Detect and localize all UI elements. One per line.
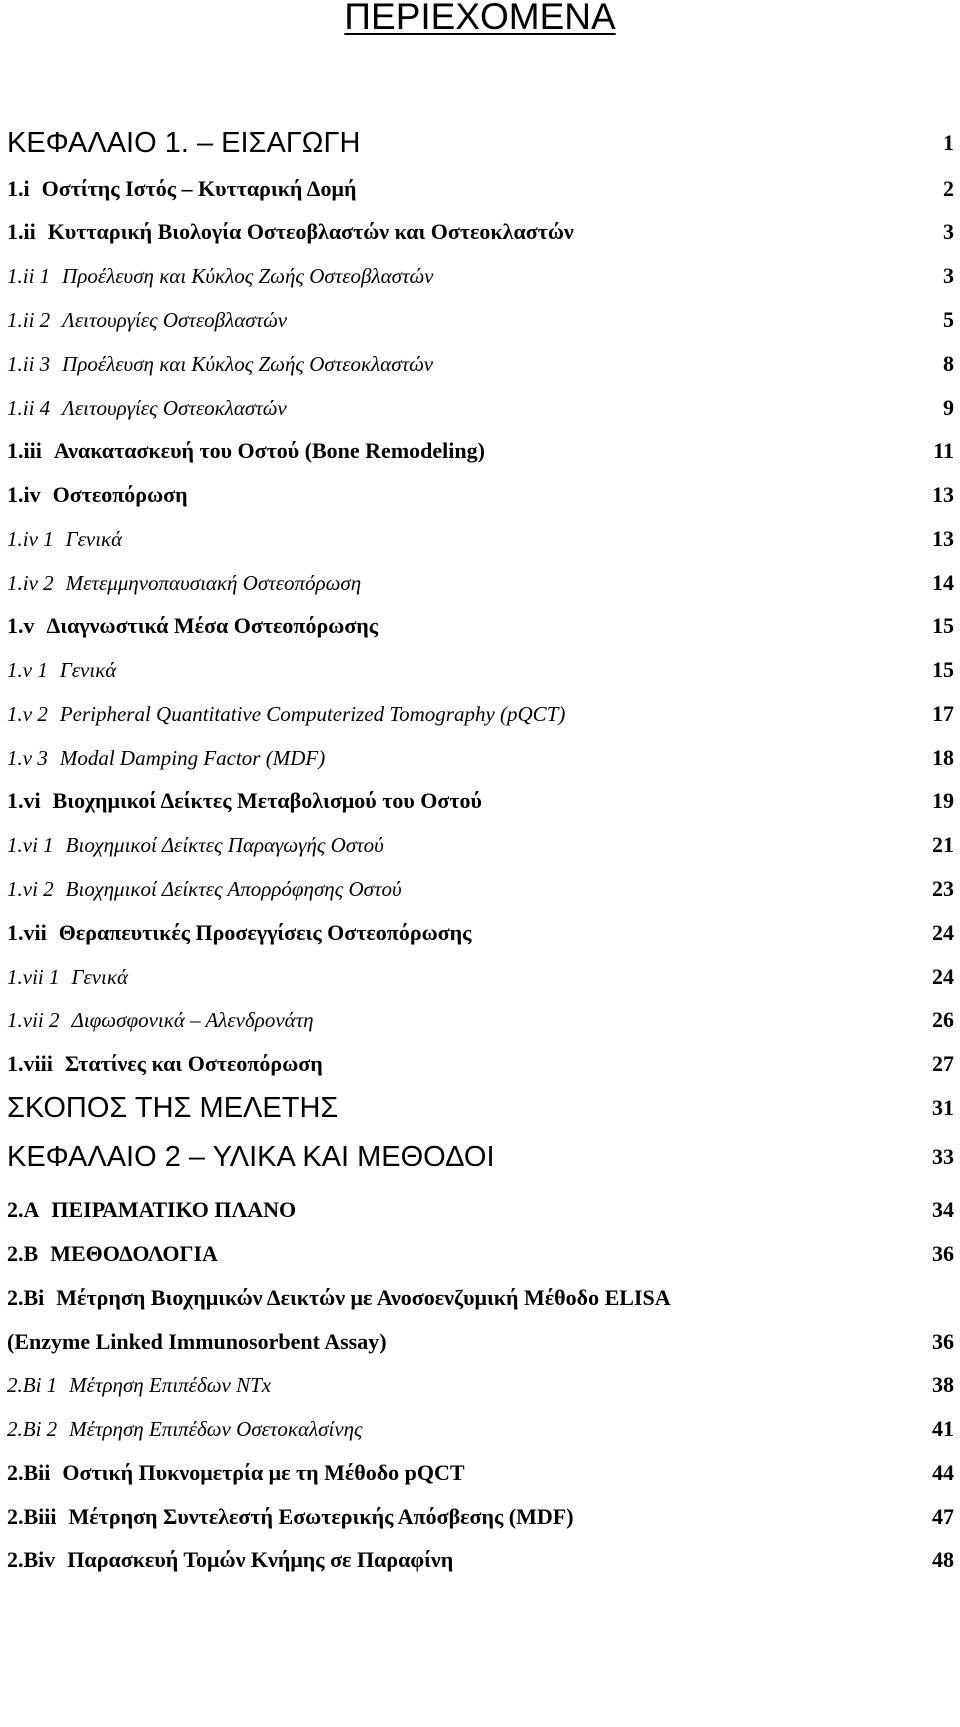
toc-entry-label: Οστίτης Ιστός – Κυτταρική Δομή — [41, 176, 357, 201]
toc-entry-label: Στατίνες και Οστεοπόρωση — [64, 1051, 323, 1076]
toc-entry-page: 38 — [932, 1372, 954, 1397]
toc-entry-number: 1.v 1 — [7, 658, 48, 682]
toc-entry-label: Οστική Πυκνομετρία με τη Μέθοδο pQCT — [62, 1460, 465, 1485]
toc-entry-number: 2.Bi — [7, 1285, 45, 1310]
toc-entry — [7, 344, 954, 384]
toc-entry-label: Modal Damping Factor (MDF) — [59, 746, 326, 770]
toc-entry-label: Προέλευση και Κύκλος Ζωής Οστεοβλαστών — [62, 264, 434, 288]
toc-entry-number: 1.i — [7, 176, 30, 201]
toc-entry-number: 1.v 3 — [7, 746, 48, 770]
toc-entry-number: 1.vii 1 — [7, 965, 60, 989]
toc-entry-title — [7, 1278, 671, 1318]
toc-entry — [7, 1278, 954, 1318]
toc-entry — [7, 123, 954, 163]
toc-entry-label: ΜΕΘΟΔΟΛΟΓΙΑ — [50, 1241, 218, 1266]
toc-entry-title — [7, 475, 188, 515]
toc-entry — [7, 1088, 954, 1128]
toc-entry-title — [7, 300, 287, 340]
toc-entry — [7, 1190, 954, 1230]
toc-entry — [7, 1409, 954, 1449]
toc-entry-title — [7, 1088, 338, 1128]
toc-entry-number: 1.ii 4 — [7, 396, 51, 420]
toc-entry-title — [7, 344, 433, 384]
toc-entry-title — [7, 1137, 495, 1177]
toc-entry-title — [7, 913, 471, 953]
toc-entry-title — [7, 1234, 218, 1274]
toc-entry-title — [7, 519, 122, 559]
toc-entry-label: Διαγνωστικά Μέσα Οστεοπόρωσης — [46, 613, 379, 638]
toc-entry-number: 1.iv 1 — [7, 527, 54, 551]
toc-entry-title — [7, 694, 565, 734]
toc-entry-page: 18 — [932, 745, 954, 770]
toc-entry-number: 1.ii 3 — [7, 352, 51, 376]
toc-entry-page: 3 — [943, 219, 954, 244]
toc-entry-page: 19 — [932, 788, 954, 813]
toc-entry-title — [7, 169, 356, 209]
toc-entry-page: 23 — [932, 876, 954, 901]
toc-entry-page: 5 — [943, 307, 954, 332]
toc-entry — [7, 606, 954, 646]
toc-entry-title — [7, 1409, 363, 1449]
toc-entry-page: 36 — [932, 1241, 954, 1266]
toc-entry-label: Λειτουργίες Οστεοκλαστών — [62, 396, 287, 420]
toc-entry-page: 33 — [932, 1144, 954, 1169]
toc-entry — [7, 563, 954, 603]
toc-entry-label: ΠΕΙΡΑΜΑΤΙΚΟ ΠΛΑΝΟ — [51, 1197, 297, 1222]
toc-entry-title — [7, 212, 574, 252]
toc-entry-number: 1.vi 2 — [7, 877, 54, 901]
toc-entry-number: 1.iii — [7, 438, 42, 463]
toc-entry-label: Βιοχημικοί Δείκτες Παραγωγής Οστού — [65, 833, 384, 857]
toc-entry-title — [7, 563, 361, 603]
toc-entry-page: 14 — [932, 570, 954, 595]
toc-entry — [7, 825, 954, 865]
toc-entry-title — [7, 123, 360, 163]
toc-entry-page: 15 — [932, 657, 954, 682]
toc-entry-number: 2.Bi 2 — [7, 1417, 58, 1441]
toc-entry-label: ΣΚΟΠΟΣ ΤΗΣ ΜΕΛΕΤΗΣ — [7, 1092, 339, 1124]
toc-entry-title — [7, 781, 482, 821]
page-title: ΠΕΡΙΕΧΟΜΕΝΑ — [344, 0, 616, 37]
toc-entry — [7, 650, 954, 690]
toc-entry — [7, 256, 954, 296]
toc-entry-title — [7, 606, 378, 646]
toc-entry — [7, 388, 954, 428]
toc-entry — [7, 169, 954, 209]
toc-entry-page: 27 — [932, 1051, 954, 1076]
toc-entry-label: Μέτρηση Συντελεστή Εσωτερικής Απόσβεσης (MDF) — [68, 1504, 574, 1529]
toc-entry — [7, 694, 954, 734]
toc-entry-number: 1.ii — [7, 219, 36, 244]
toc-entry-label: Παρασκευή Τομών Κνήμης σε Παραφίνη — [67, 1547, 454, 1572]
toc-entry-page: 9 — [943, 395, 954, 420]
toc-entry-number: 1.iv 2 — [7, 571, 54, 595]
toc-entry-page: 44 — [932, 1460, 954, 1485]
toc-entry-label: Μετεμμηνοπαυσιακή Οστεοπόρωση — [65, 571, 362, 595]
toc-entry-label: Οστεοπόρωση — [52, 482, 188, 507]
toc-entry-title — [7, 1365, 271, 1405]
toc-entry — [7, 781, 954, 821]
toc-entry — [7, 1540, 954, 1580]
toc-entry-title — [7, 1497, 574, 1537]
toc-entry-page: 11 — [933, 438, 954, 463]
toc-entry-label: Προέλευση και Κύκλος Ζωής Οστεοκλαστών — [62, 352, 434, 376]
toc-entry-page: 15 — [932, 613, 954, 638]
toc-entry-page: 26 — [932, 1007, 954, 1032]
toc-entry-page: 2 — [943, 176, 954, 201]
toc-entry-page: 36 — [932, 1329, 954, 1354]
toc-entry-page: 13 — [932, 482, 954, 507]
toc-entry — [7, 913, 954, 953]
toc-entry — [7, 431, 954, 471]
toc-entry-label: Μέτρηση Βιοχημικών Δεικτών με Ανοσοενζυμική Μέθοδο ELISA — [56, 1285, 671, 1310]
toc-entry — [7, 1322, 954, 1362]
toc-entry — [7, 300, 954, 340]
toc-entry-title — [7, 957, 128, 997]
toc-entry-title — [7, 1000, 314, 1040]
toc-entry-label: Peripheral Quantitative Computerized Tomography (pQCT) — [59, 702, 566, 726]
toc-entry-number: 1.ii 1 — [7, 264, 51, 288]
toc-entry-number: 1.vii 2 — [7, 1008, 60, 1032]
toc-entry-label: Βιοχημικοί Δείκτες Μεταβολισμού του Οστού — [52, 788, 482, 813]
toc-entry-number: 1.vi 1 — [7, 833, 54, 857]
toc-entry-page: 13 — [932, 526, 954, 551]
toc-entry-number: 1.viii — [7, 1051, 53, 1076]
toc-entry-number: 1.iv — [7, 482, 41, 507]
toc-entry-label: Λειτουργίες Οστεοβλαστών — [62, 308, 288, 332]
toc-entry-number: 1.vii — [7, 920, 47, 945]
toc-entry-number: 2.Biii — [7, 1504, 57, 1529]
toc-entry-page: 17 — [932, 701, 954, 726]
toc-entry-label: Βιοχημικοί Δείκτες Απορρόφησης Οστού — [65, 877, 402, 901]
toc-entry-title — [7, 1322, 387, 1362]
toc-entry-page: 1 — [943, 130, 954, 155]
toc-entry-label: (Enzyme Linked Immunosorbent Assay) — [7, 1329, 387, 1354]
toc-entry — [7, 1000, 954, 1040]
toc-entry-label: Μέτρηση Επιπέδων Οσετοκαλσίνης — [69, 1417, 363, 1441]
toc-entry-title — [7, 431, 485, 471]
toc-entry-page: 41 — [932, 1416, 954, 1441]
toc-entry — [7, 869, 954, 909]
toc-entry-title — [7, 1044, 323, 1084]
toc-entry-title — [7, 1453, 465, 1493]
toc-entry — [7, 212, 954, 252]
toc-entry-label: Γενικά — [59, 658, 117, 682]
toc-entry-label: Γενικά — [65, 527, 123, 551]
toc-entry-label: Ανακατασκευή του Οστού (Bone Remodeling) — [53, 438, 485, 463]
toc-entry-label: Μέτρηση Επιπέδων NTx — [69, 1373, 272, 1397]
toc-entry-label: Κυτταρική Βιολογία Οστεοβλαστών και Οστεοκλαστών — [47, 219, 574, 244]
toc-entry-number: 2.Bi 1 — [7, 1373, 58, 1397]
toc-entry — [7, 1137, 954, 1177]
toc-entry — [7, 1497, 954, 1537]
toc-entry-label: Διφωσφονικά – Αλενδρονάτη — [71, 1008, 314, 1032]
toc-entry-title — [7, 869, 402, 909]
toc-entry-page: 3 — [943, 263, 954, 288]
toc-entry-title — [7, 256, 433, 296]
toc-entry-number: 1.vi — [7, 788, 41, 813]
toc-entry — [7, 1044, 954, 1084]
toc-entry — [7, 1365, 954, 1405]
toc-entry-title — [7, 738, 325, 778]
toc-entry-page: 34 — [932, 1197, 954, 1222]
toc-entry-number: 1.ii 2 — [7, 308, 51, 332]
toc-entry-title — [7, 825, 384, 865]
toc-entry-title — [7, 650, 116, 690]
toc-entry-label: ΚΕΦΑΛΑΙΟ 1. – ΕΙΣΑΓΩΓΗ — [7, 127, 361, 159]
toc-entry-page: 8 — [943, 351, 954, 376]
toc-entry-page: 31 — [932, 1095, 954, 1120]
toc-entry-page: 21 — [932, 832, 954, 857]
toc-entry-label: Γενικά — [71, 965, 128, 989]
toc-entry-number: 2.A — [7, 1197, 40, 1222]
toc-entry-label: ΚΕΦΑΛΑΙΟ 2 – ΥΛΙΚΑ ΚΑΙ ΜΕΘΟΔΟΙ — [7, 1141, 495, 1173]
toc-entry — [7, 475, 954, 515]
toc-entry-number: 2.B — [7, 1241, 39, 1266]
toc-entry-page: 47 — [932, 1504, 954, 1529]
toc-entry — [7, 1234, 954, 1274]
toc-entry-page: 48 — [932, 1547, 954, 1572]
toc-entry — [7, 738, 954, 778]
toc-entry-label: Θεραπευτικές Προσεγγίσεις Οστεοπόρωσης — [58, 920, 472, 945]
toc-entry — [7, 957, 954, 997]
toc-entry-page: 24 — [932, 964, 954, 989]
toc-entry — [7, 519, 954, 559]
toc-entry-page: 24 — [932, 920, 954, 945]
toc-entry-number: 1.v 2 — [7, 702, 48, 726]
toc-entry-number: 1.v — [7, 613, 35, 638]
toc-entry-title — [7, 1540, 453, 1580]
toc-entry-title — [7, 1190, 296, 1230]
toc-entry-title — [7, 388, 287, 428]
toc-entry-number: 2.Bii — [7, 1460, 51, 1485]
toc-entry — [7, 1453, 954, 1493]
toc-entry-number: 2.Biv — [7, 1547, 56, 1572]
